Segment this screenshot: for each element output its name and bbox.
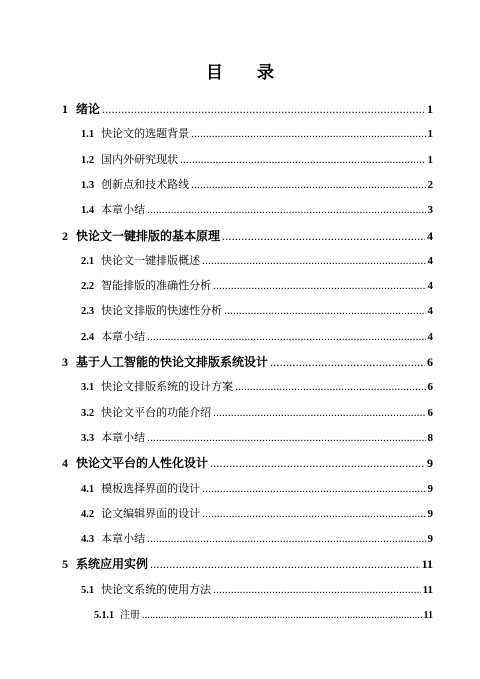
page-title: 目 录 [206,63,288,83]
toc-entry-page-number: 4 [427,280,433,293]
toc-entry-page-number: 9 [427,507,433,520]
toc-entry-title: 基于人工智能的快论文排版系统设计 [76,355,269,369]
toc-dot-leader [191,128,425,140]
toc-entry-number: 4 [62,456,68,471]
toc-dot-leader [142,610,422,621]
toc-entry-number: 3.3 [81,432,95,444]
toc-entry-number: 2.2 [81,281,95,293]
toc-entry-5[interactable] [62,555,433,571]
toc-entry-1-2[interactable] [81,151,433,167]
toc-entry-page-number: 2 [427,178,433,191]
toc-entry-title: 快论文排版的快速性分析 [101,304,223,318]
toc-entry-page-number: 11 [421,557,433,572]
toc-entry-3-2[interactable] [81,404,433,420]
toc-dot-leader [224,305,425,317]
toc-entry-3-3[interactable] [81,429,433,445]
toc-entry-page-number: 9 [427,533,433,546]
toc-entry-page-number: 4 [427,305,433,318]
toc-dot-leader [213,584,420,596]
toc-entry-page-number: 1 [427,128,433,141]
toc-entry-title: 快论文平台的功能介绍 [101,405,212,419]
toc-entry-number: 4.2 [81,508,95,520]
toc-entry-title: 本章小结 [101,430,146,444]
toc-entry-page-number: 6 [427,381,433,394]
toc-dot-leader [102,102,425,117]
toc-dot-leader [213,280,425,292]
toc-entry-title: 本章小结 [101,329,146,343]
toc-entry-title: 绪论 [76,102,101,116]
toc-dot-leader [210,456,425,471]
toc-entry-page-number: 6 [427,406,433,419]
toc-entry-title: 快论文一键排版概述 [101,253,201,267]
toc-entry-title: 快论文系统的使用方法 [101,582,212,596]
toc-entry-number: 4.1 [81,483,95,495]
toc-entry-title: 论文编辑界面的设计 [101,506,201,520]
toc-entry-title: 注册 [120,610,140,621]
toc-entry-1-4[interactable] [81,201,433,217]
toc-entry-page-number: 1 [427,153,433,166]
toc-entry-number: 2 [62,228,68,243]
toc-entry-5-1[interactable] [81,581,433,597]
toc-dot-leader [270,355,425,370]
toc-entry-number: 1.4 [81,205,95,217]
toc-entry-number: 5.1.1 [94,610,114,621]
toc-entry-number: 4.3 [81,534,95,546]
toc-dot-leader [235,381,425,393]
toc-entry-title: 快论文一键排版的基本原理 [76,228,221,243]
toc-entry-number: 1.3 [81,179,95,191]
toc-entry-3[interactable] [62,353,433,369]
toc-entry-1[interactable] [62,100,433,116]
toc-dot-leader [202,483,425,495]
toc-entry-page-number: 3 [427,204,433,217]
toc-dot-leader [191,179,425,191]
toc-dot-leader [202,255,425,267]
toc-dot-leader [150,557,420,572]
toc-entry-4[interactable] [62,454,433,470]
toc-entry-page-number: 4 [427,254,433,267]
toc-entry-4-3[interactable] [81,530,433,546]
toc-entry-1-1[interactable] [81,125,433,141]
toc-entry-title: 快论文的选题背景 [101,127,190,141]
toc-entry-page-number: 9 [427,482,433,495]
toc-dot-leader [147,432,425,444]
toc-entry-number: 5.1 [81,584,95,596]
toc-entry-5-1-1[interactable] [94,606,433,622]
toc-entry-page-number: 4 [427,228,433,243]
toc-entry-page-number: 6 [427,355,433,369]
toc-entry-page-number: 1 [427,102,433,116]
toc-entry-number: 1.1 [81,129,95,141]
toc-entry-title: 国内外研究现状 [101,152,179,166]
toc-entry-title: 本章小结 [101,203,146,217]
toc-entry-4-2[interactable] [81,505,433,521]
toc-entry-number: 1 [62,102,68,116]
toc-entry-2[interactable] [62,227,433,243]
toc-entry-title: 创新点和技术路线 [101,177,190,191]
toc-entry-number: 1.2 [81,154,95,166]
toc-dot-leader [222,229,425,244]
toc-dot-leader [147,331,425,343]
toc-entry-page-number: 9 [427,456,433,471]
toc-entry-title: 快论文排版系统的设计方案 [101,380,234,394]
toc-entry-number: 2.4 [81,331,95,343]
toc-dot-leader [202,508,425,520]
toc-entry-title: 系统应用实例 [76,557,149,572]
toc-entry-page-number: 11 [423,610,433,621]
toc-entry-page-number: 11 [422,583,433,596]
toc-dot-leader [147,204,425,216]
toc-entry-number: 2.3 [81,306,95,318]
toc-entry-number: 5 [62,557,68,572]
toc-entry-2-3[interactable] [81,302,433,318]
toc-entry-title: 本章小结 [101,532,146,546]
toc-entry-number: 3.1 [81,382,95,394]
toc-entry-1-3[interactable] [81,176,433,192]
toc-dot-leader [213,407,425,419]
toc-entry-4-1[interactable] [81,480,433,496]
toc-entry-2-4[interactable] [81,328,433,344]
toc-dot-leader [147,533,425,545]
toc-entry-title: 模板选择界面的设计 [101,481,201,495]
toc-entry-page-number: 8 [427,431,433,444]
toc-entry-page-number: 4 [427,330,433,343]
toc-entry-number: 3 [62,355,68,369]
toc-entry-number: 3.2 [81,407,95,419]
toc-dot-leader [180,154,425,166]
toc-entry-2-2[interactable] [81,277,433,293]
toc-entry-title: 智能排版的准确性分析 [101,279,212,293]
toc-entry-number: 2.1 [81,255,95,267]
toc-entry-title: 快论文平台的人性化设计 [76,456,209,471]
toc-entry-3-1[interactable] [81,378,433,394]
toc-entry-2-1[interactable] [81,252,433,268]
